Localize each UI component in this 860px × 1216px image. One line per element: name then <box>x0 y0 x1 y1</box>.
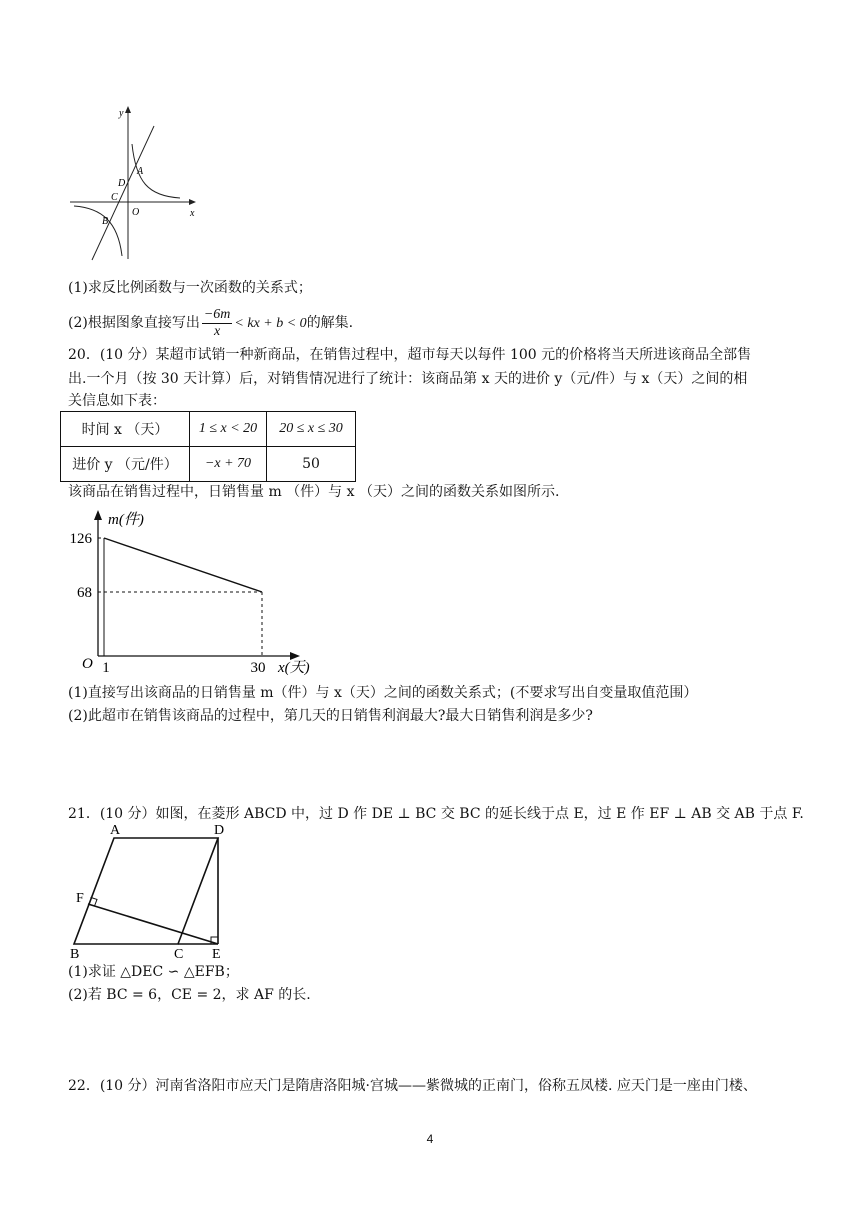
point-f-label: F <box>76 891 84 906</box>
fig1-point-c: C <box>111 192 118 203</box>
table-cell-price-label: 进价 y （元/件） <box>61 447 190 482</box>
q21-part1: (1)求证 △DEC ∽ △EFB； <box>68 964 239 980</box>
point-e-label: E <box>212 947 221 962</box>
fig1-point-d: D <box>118 178 126 189</box>
q19-fraction-numerator: −6m <box>203 306 231 322</box>
q20-line3: 关信息如下表： <box>68 393 166 409</box>
q20-table <box>60 411 356 482</box>
q21-part2: (2)若 BC = 6，CE = 2，求 AF 的长. <box>68 987 311 1003</box>
fig1-origin-label: O <box>132 207 140 218</box>
fig1-point-b: B <box>102 216 109 227</box>
q21-rhombus-figure <box>66 822 236 962</box>
q20-part1: (1)直接写出该商品的日销售量 m（件）与 x（天）之间的函数关系式；(不要求写出自变量取值范围） <box>68 685 698 701</box>
table-header-range2: 20 ≤ x ≤ 30 <box>267 412 356 447</box>
point-c-label: C <box>174 947 184 962</box>
chart-x-tick-label: 30 <box>250 660 266 676</box>
q19-fraction-denominator: x <box>214 323 221 339</box>
table-row <box>61 447 356 482</box>
chart-y-tick-label: 126 <box>69 531 92 547</box>
chart-y-tick-label: 68 <box>77 585 92 601</box>
q19-figure <box>62 104 202 264</box>
q21-line1: 21．(10 分）如图，在菱形 ABCD 中，过 D 作 DE ⊥ BC 交 BC 的延长线于点 E，过 E 作 EF ⊥ AB 交 AB 于点 F. <box>68 806 804 822</box>
table-cell-price-formula: −x + 70 <box>190 447 267 482</box>
chart-series-line <box>104 538 262 592</box>
q20-after-table: 该商品在销售过程中，日销售量 m （件）与 x （天）之间的函数关系如图所示. <box>68 484 560 500</box>
q19-fraction <box>202 307 233 340</box>
q19-part2-suffix: 的解集. <box>306 315 354 331</box>
chart-origin-label: O <box>82 656 93 672</box>
point-d-label: D <box>214 823 225 838</box>
table-cell-price-value: 50 <box>267 447 356 482</box>
q20-line1: 20．(10 分）某超市试销一种新商品，在销售过程中，超市每天以每件 100 元的价格将当天所进该商品全部售 <box>68 347 752 363</box>
point-b-label: B <box>70 947 80 962</box>
rhombus-abcd <box>74 838 218 944</box>
q19-part2-prefix: (2)根据图象直接写出 <box>68 315 200 331</box>
chart-y-label: m(件) <box>108 512 144 528</box>
q22-line1: 22．(10 分）河南省洛阳市应天门是隋唐洛阳城·宫城——紫微城的正南门，俗称五凤楼. 应天门是一座由门楼、 <box>68 1078 757 1094</box>
chart-x-label: x(天) <box>278 660 310 676</box>
chart-x-axis-arrow <box>290 652 300 660</box>
q20-part2: (2)此超市在销售该商品的过程中，第几天的日销售利润最大?最大日销售利润是多少? <box>68 708 593 724</box>
q19-part1: (1)求反比例函数与一次函数的关系式； <box>68 280 312 296</box>
chart-x-tick-label: 1 <box>102 660 110 676</box>
page-number: 4 <box>426 1132 434 1146</box>
q19-part2 <box>68 305 353 342</box>
fig1-x-label: x <box>190 208 195 219</box>
point-a-label: A <box>110 823 121 838</box>
chart-y-axis-arrow <box>94 510 102 520</box>
q20-line2: 出.一个月（按 30 天计算）后，对销售情况进行了统计：该商品第 x 天的进价 y（元/件）与 x（天）之间的相 <box>68 371 748 387</box>
q20-sales-chart <box>60 506 330 676</box>
table-header-range1: 1 ≤ x < 20 <box>190 412 267 447</box>
segment-ef <box>88 904 218 944</box>
fig1-point-a: A <box>137 166 144 177</box>
table-header-time: 时间 x （天） <box>61 412 190 447</box>
fig1-y-label: y <box>119 108 124 119</box>
table-row <box>61 412 356 447</box>
q19-inequality: < kx + b < 0 <box>234 316 307 331</box>
